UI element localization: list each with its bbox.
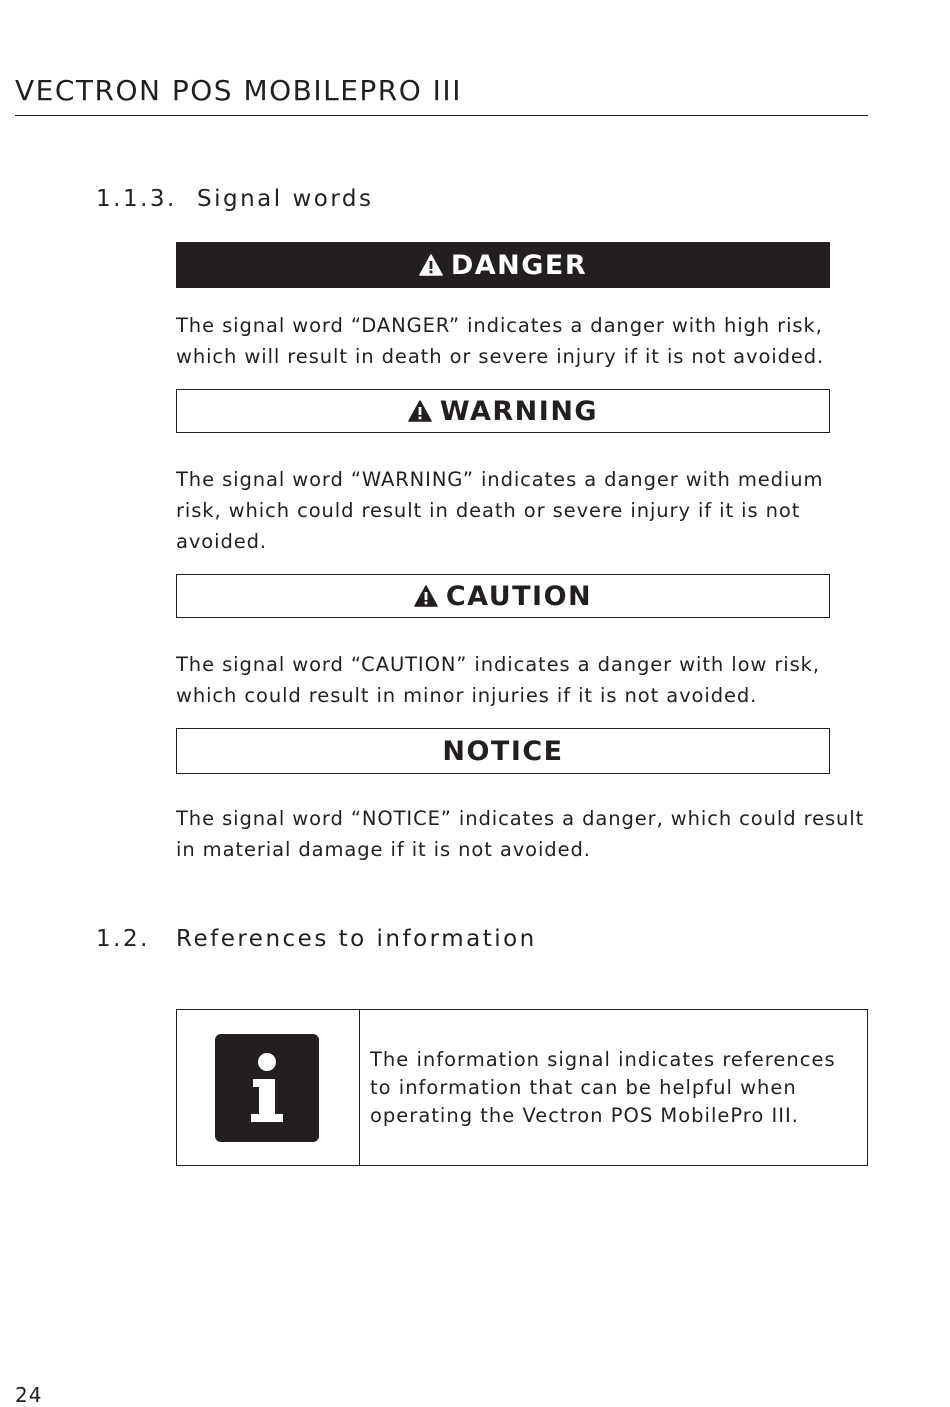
notice-label: NOTICE (442, 735, 564, 767)
danger-signal-box (176, 242, 830, 288)
info-reference-box (176, 1009, 868, 1166)
section-title: Signal words (197, 186, 374, 212)
warning-label: WARNING (439, 395, 599, 427)
danger-description: The signal word “DANGER” indicates a danger with high risk, which will result in death or severe injury if it is not avoided. (176, 314, 825, 368)
warning-triangle-icon (414, 585, 438, 607)
warning-triangle-icon (408, 400, 432, 422)
running-header: VECTRON POS MOBILEPRO III (15, 74, 462, 107)
danger-label: DANGER (450, 249, 588, 281)
notice-signal-box (176, 728, 830, 774)
page-number: 24 (15, 1383, 43, 1407)
section-number: 1.1.3. (96, 186, 177, 212)
section-number: 1.2. (96, 926, 150, 952)
section-heading-signal-words (96, 186, 373, 212)
warning-description: The signal word “WARNING” indicates a danger with medium risk, which could result in death or severe injury if it is not avoided. (176, 468, 824, 553)
caution-description: The signal word “CAUTION” indicates a danger with low risk, which could result in minor injuries if it is not avoided. (176, 653, 820, 707)
warning-signal-box (176, 389, 830, 433)
header-divider (15, 115, 868, 116)
info-icon-cell (177, 1010, 360, 1165)
caution-label: CAUTION (445, 580, 593, 612)
section-title: References to information (176, 926, 537, 952)
warning-triangle-icon (419, 254, 443, 276)
caution-signal-box (176, 574, 830, 618)
notice-description: The signal word “NOTICE” indicates a danger, which could result in material damage if it is not avoided. (176, 807, 865, 861)
info-icon (215, 1034, 319, 1142)
section-heading-references (96, 926, 537, 952)
info-text: The information signal indicates references to information that can be helpful when operating the Vectron POS MobilePro III. (370, 1048, 836, 1127)
